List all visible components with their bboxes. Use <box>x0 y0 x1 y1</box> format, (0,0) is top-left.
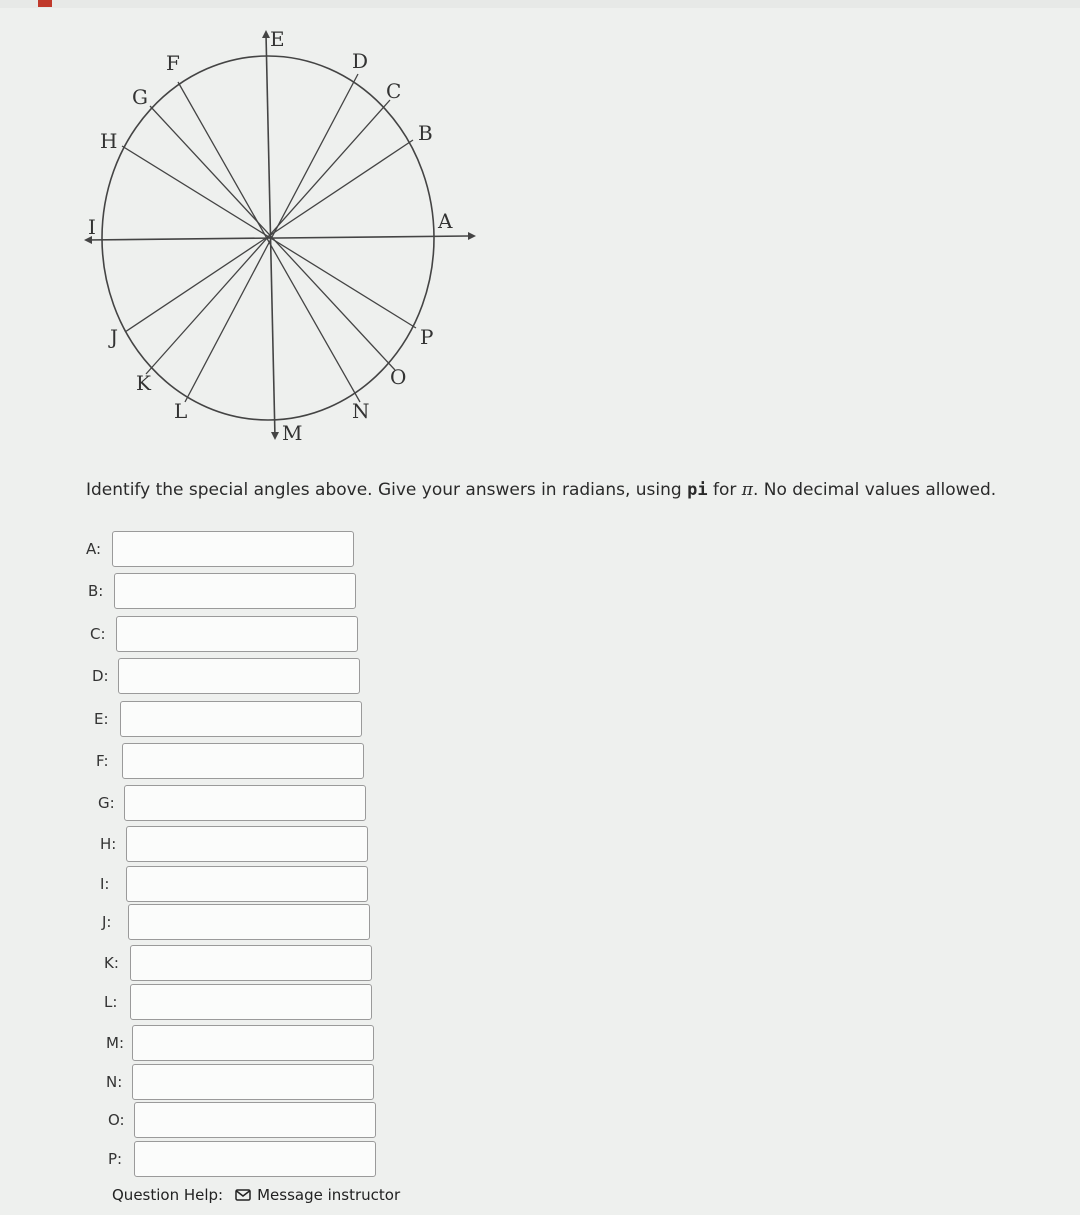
question-help <box>112 1186 400 1204</box>
answer-label: F: <box>96 752 109 770</box>
label-O: O <box>390 365 407 389</box>
answer-input-g[interactable] <box>124 785 366 821</box>
label-N: N <box>352 399 370 423</box>
pi-symbol: π <box>741 480 753 500</box>
answer-input-n[interactable] <box>132 1064 374 1100</box>
mail-icon <box>235 1189 251 1201</box>
answer-input-m[interactable] <box>132 1025 374 1061</box>
line-F-N <box>178 82 360 402</box>
answer-input-a[interactable] <box>112 531 354 567</box>
tab-favicon-icon <box>38 0 52 7</box>
answer-row-c <box>90 616 358 652</box>
label-E: E <box>270 27 285 51</box>
answer-row-g <box>98 785 366 821</box>
label-H: H <box>100 129 118 153</box>
answer-input-c[interactable] <box>116 616 358 652</box>
browser-top-strip <box>0 0 1080 8</box>
answer-input-f[interactable] <box>122 743 364 779</box>
instruction-text: Identify the special angles above. Give your answers in radians, using pi for π. No decimal values allowed. <box>86 480 997 500</box>
y-axis-arrow-up-icon <box>262 30 270 38</box>
answer-label: G: <box>98 794 115 812</box>
answer-row-d <box>92 658 360 694</box>
x-axis-arrow-right-icon <box>468 232 476 240</box>
answer-label: K: <box>104 954 119 972</box>
answer-input-l[interactable] <box>130 984 372 1020</box>
pi-keyword: pi <box>687 480 708 500</box>
label-D: D <box>352 49 369 73</box>
label-K: K <box>136 371 151 395</box>
label-F: F <box>166 51 180 75</box>
answer-label: J: <box>102 913 112 931</box>
answer-label: D: <box>92 667 109 685</box>
answer-row-h <box>100 826 368 862</box>
answer-label: E: <box>94 710 109 728</box>
answer-row-p <box>108 1141 376 1177</box>
answer-row-m <box>106 1025 374 1061</box>
label-P: P <box>420 325 434 349</box>
answer-input-p[interactable] <box>134 1141 376 1177</box>
answer-input-j[interactable] <box>128 904 370 940</box>
answer-label: O: <box>108 1111 125 1129</box>
unit-circle-diagram <box>70 18 490 458</box>
answer-row-b <box>88 573 356 609</box>
answer-row-a <box>86 531 354 567</box>
y-axis-arrow-down-icon <box>271 432 279 440</box>
answer-label: I: <box>100 875 110 893</box>
answer-row-n <box>106 1064 374 1100</box>
label-M: M <box>282 421 303 445</box>
label-I: I <box>88 215 96 239</box>
answer-row-o <box>108 1102 376 1138</box>
answer-label: B: <box>88 582 104 600</box>
answer-input-i[interactable] <box>126 866 368 902</box>
answer-input-o[interactable] <box>134 1102 376 1138</box>
x-axis <box>86 236 468 240</box>
label-B: B <box>418 121 433 145</box>
answer-label: C: <box>90 625 106 643</box>
answer-input-d[interactable] <box>118 658 360 694</box>
answer-row-e <box>94 701 362 737</box>
answer-input-h[interactable] <box>126 826 368 862</box>
answer-input-e[interactable] <box>120 701 362 737</box>
message-instructor-link[interactable] <box>235 1186 400 1204</box>
answer-row-j <box>102 904 370 940</box>
label-A: A <box>438 209 453 233</box>
answer-input-k[interactable] <box>130 945 372 981</box>
answer-label: A: <box>86 540 102 558</box>
label-L: L <box>174 399 188 423</box>
answer-label: H: <box>100 835 117 853</box>
answer-row-i <box>100 866 368 902</box>
answer-row-l <box>104 984 372 1020</box>
answer-label: N: <box>106 1073 123 1091</box>
message-instructor-text: Message instructor <box>257 1186 401 1204</box>
label-C: C <box>386 79 402 103</box>
label-J: J <box>110 325 119 349</box>
answer-row-k <box>104 945 372 981</box>
question-help-label: Question Help: <box>112 1186 224 1204</box>
answer-label: M: <box>106 1034 124 1052</box>
answer-row-f <box>96 743 364 779</box>
answer-label: P: <box>108 1150 123 1168</box>
label-G: G <box>132 85 148 109</box>
answer-input-b[interactable] <box>114 573 356 609</box>
answer-label: L: <box>104 993 118 1011</box>
